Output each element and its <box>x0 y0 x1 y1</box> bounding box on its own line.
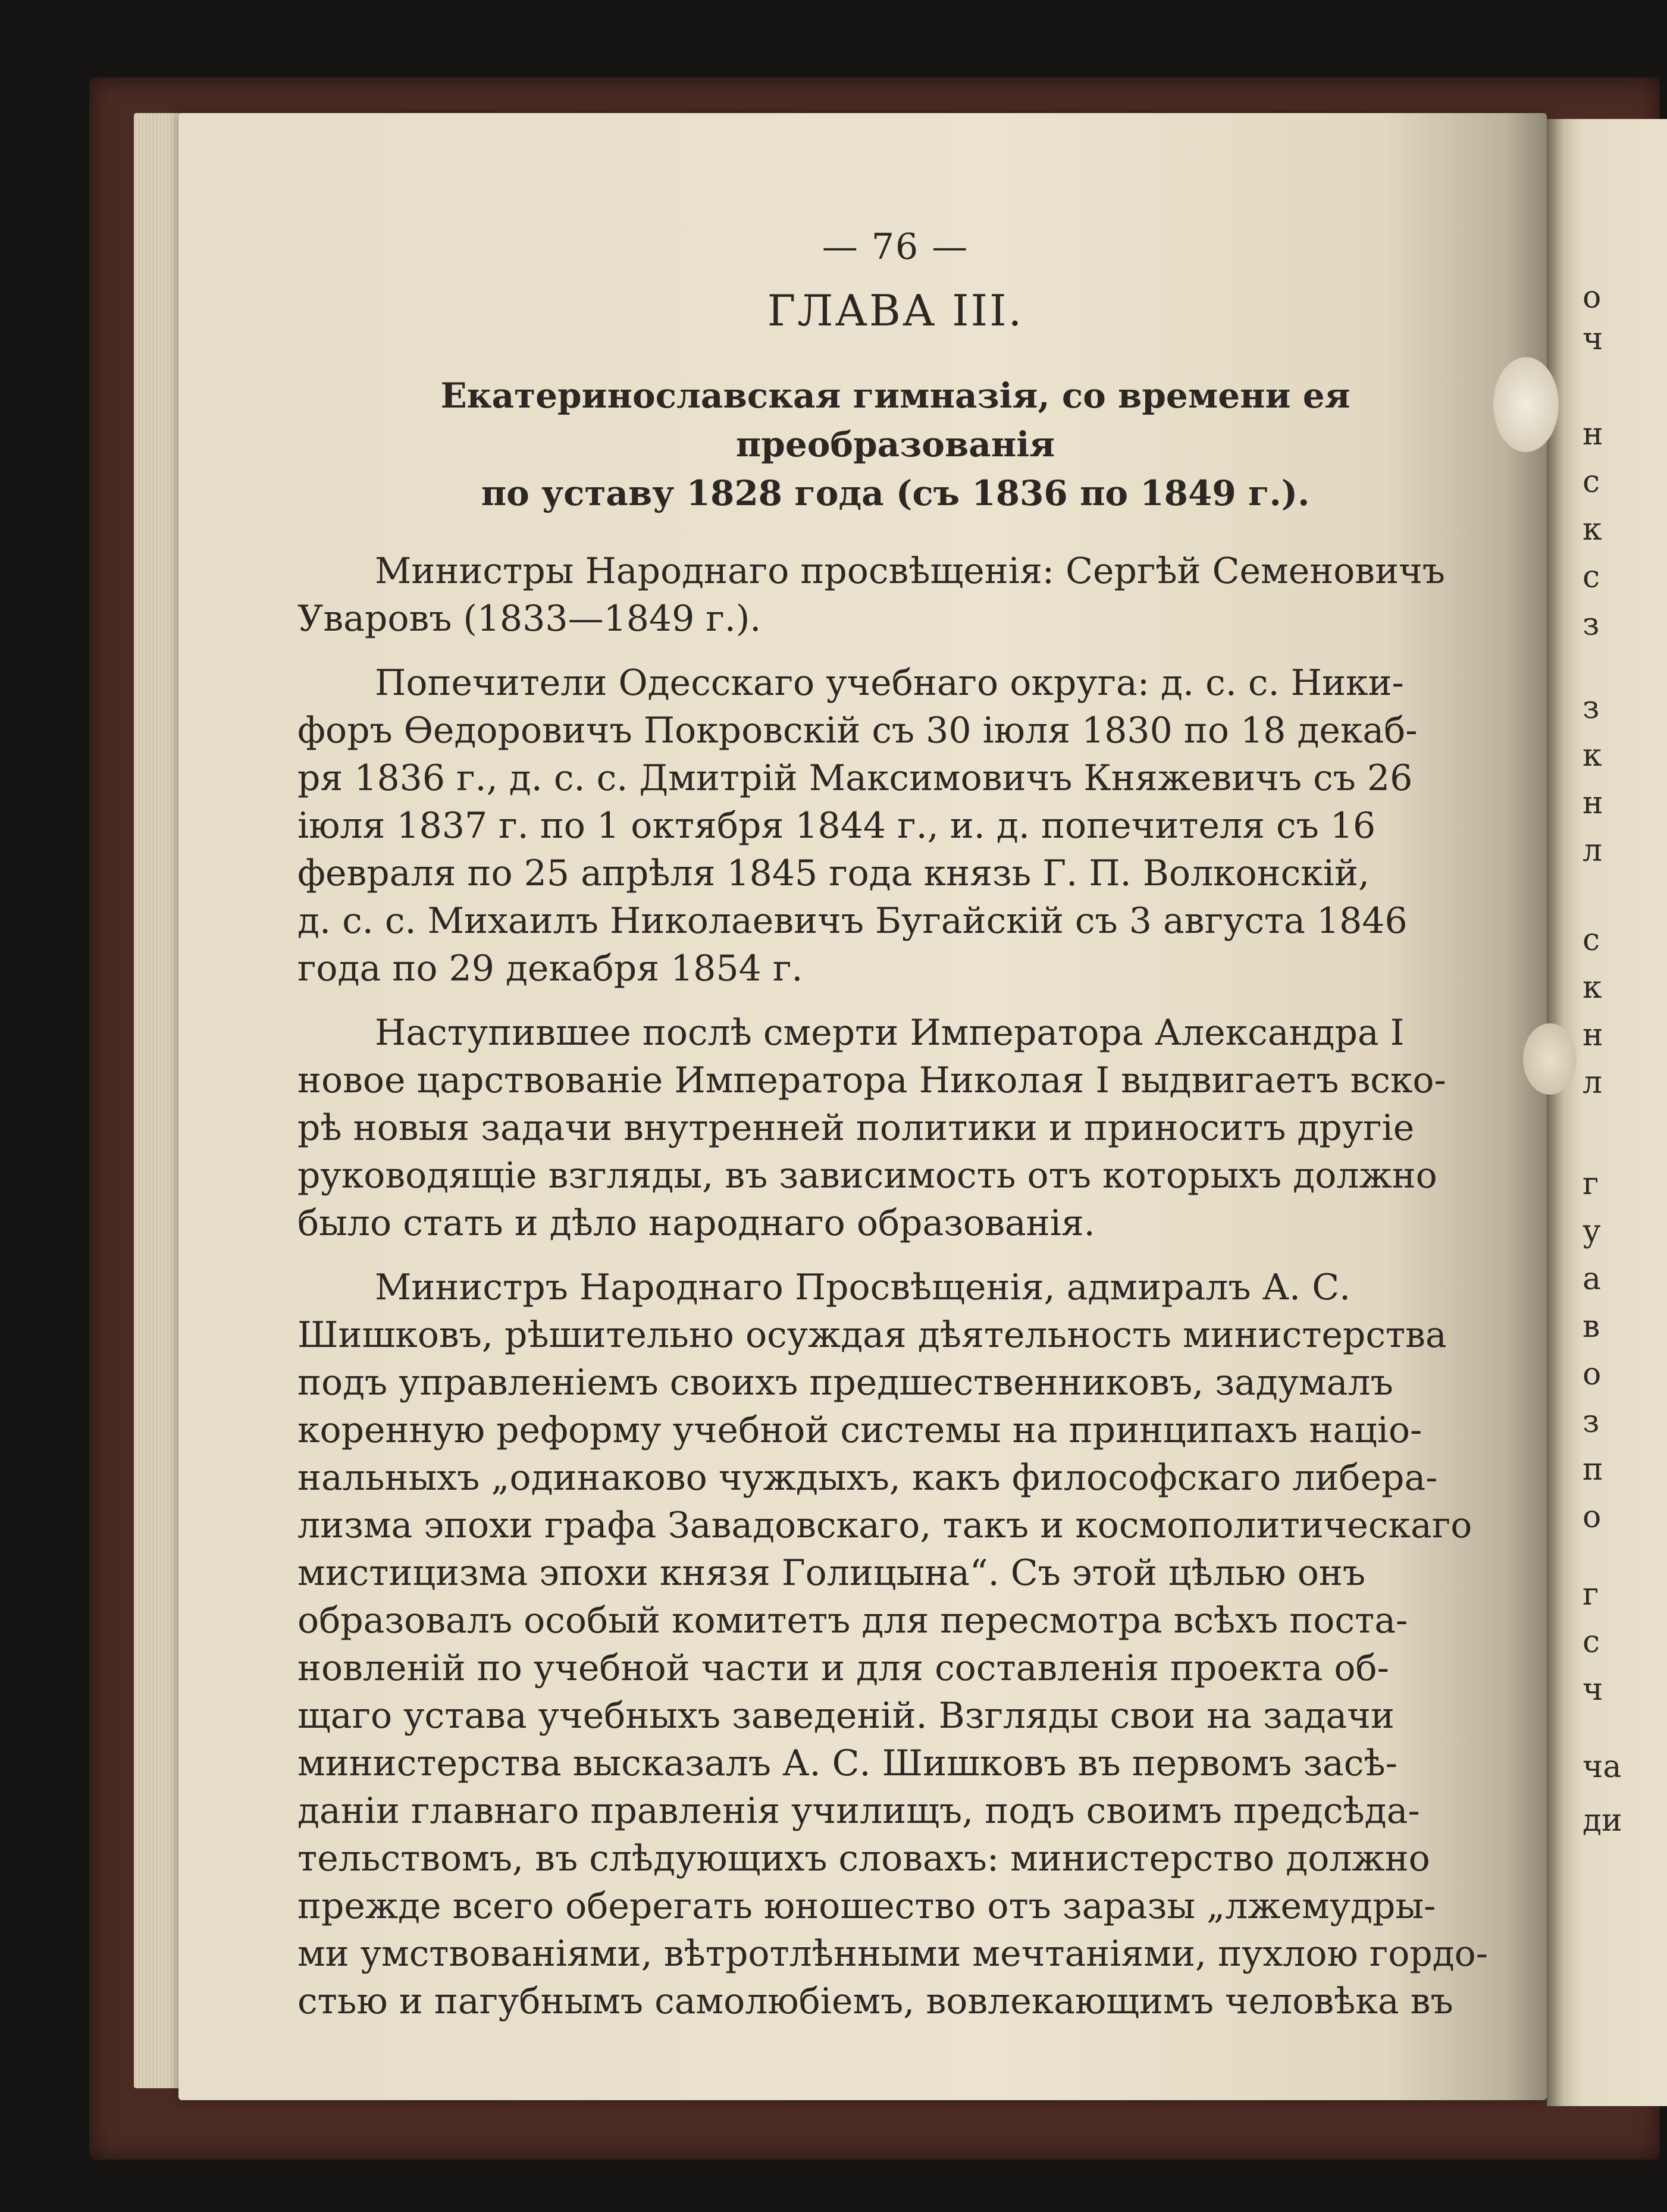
torn-page-edge <box>1523 1023 1577 1095</box>
text-line: Министры Народнаго просвѣщенія: Сергѣй Семеновичъ <box>375 550 1445 592</box>
text-line: тельствомъ, въ слѣдующихъ словахъ: министерство должно <box>297 1838 1430 1879</box>
text-line: д. с. с. Михаилъ Николаевичъ Бугайскій съ 3 августа 1846 <box>297 900 1408 942</box>
right-page-fragment: н <box>1583 416 1603 452</box>
book-page-right <box>1547 119 1667 2106</box>
text-line: образовалъ особый комитетъ для пересмотра всѣхъ поста- <box>297 1600 1408 1641</box>
right-page-fragment: н <box>1583 785 1603 821</box>
right-page-fragment: п <box>1583 1452 1603 1487</box>
text-line: прежде всего оберегать юношество отъ заразы „лжемудры- <box>297 1885 1436 1927</box>
right-page-fragment: ч <box>1583 321 1603 357</box>
paragraph <box>297 1264 1493 2025</box>
right-page-fragment: з <box>1583 607 1600 643</box>
page-text <box>297 226 1493 2042</box>
text-line: рѣ новыя задачи внутренней политики и приноситъ другіе <box>297 1107 1415 1149</box>
right-page-fragment: у <box>1583 1214 1601 1249</box>
text-line: лизма эпохи графа Завадовскаго, такъ и космополитическаго <box>297 1505 1472 1546</box>
torn-page-edge <box>1493 357 1559 452</box>
right-page-fragment: к <box>1583 738 1602 773</box>
text-line: щаго устава учебныхъ заведеній. Взгляды свои на задачи <box>297 1695 1395 1737</box>
text-line: ря 1836 г., д. с. с. Дмитрій Максимовичъ Княжевичъ съ 26 <box>297 757 1413 799</box>
right-page-fragment: з <box>1583 1404 1600 1440</box>
text-line: Попечители Одесскаго учебнаго округа: д. с. с. Ники- <box>375 662 1404 704</box>
section-heading <box>297 371 1493 518</box>
text-line: Наступившее послѣ смерти Императора Александра I <box>375 1012 1405 1054</box>
text-line: Шишковъ, рѣшительно осуждая дѣятельность министерства <box>297 1314 1447 1356</box>
paragraph <box>297 659 1493 992</box>
right-page-fragment: л <box>1583 833 1603 869</box>
right-page-fragment: с <box>1583 464 1600 500</box>
text-line: было стать и дѣло народнаго образованія. <box>297 1202 1095 1244</box>
text-line: коренную реформу учебной системы на принципахъ націо- <box>297 1409 1422 1451</box>
text-line: года по 29 декабря 1854 г. <box>297 948 803 989</box>
right-page-fragment: г <box>1583 1166 1599 1202</box>
text-line: Министръ Народнаго Просвѣщенія, адмиралъ А. С. <box>375 1267 1351 1308</box>
text-line: стью и пагубнымъ самолюбіемъ, вовлекающимъ человѣка въ <box>297 1981 1453 2022</box>
right-page-fragment: г <box>1583 1577 1599 1612</box>
text-line: ми умствованіями, вѣтротлѣнными мечтаніями, пухлою гордо- <box>297 1933 1489 1975</box>
right-page-fragment: з <box>1583 690 1600 726</box>
text-line: февраля по 25 апрѣля 1845 года князь Г. П. Волконскій, <box>297 853 1370 894</box>
body-text <box>297 547 1493 2025</box>
right-page-fragment: ч <box>1583 1672 1603 1707</box>
right-page-fragment: с <box>1583 922 1600 958</box>
text-line: Уваровъ (1833—1849 г.). <box>297 598 762 640</box>
right-page-fragment: в <box>1583 1309 1600 1345</box>
text-line: руководящіе взгляды, въ зависимость отъ которыхъ должно <box>297 1155 1437 1196</box>
right-page-fragment: н <box>1583 1017 1603 1053</box>
right-page-fragment: к <box>1583 512 1602 547</box>
text-line: мистицизма эпохи князя Голицына“. Съ этой цѣлью онъ <box>297 1552 1366 1594</box>
text-line: даніи главнаго правленія училищъ, подъ своимъ предсѣда- <box>297 1790 1420 1832</box>
right-page-fragment: о <box>1583 1356 1602 1392</box>
text-line: министерства высказалъ А. С. Шишковъ въ первомъ засѣ- <box>297 1743 1397 1784</box>
text-line: новое царствованіе Императора Николая I выдвигаетъ вско- <box>297 1060 1446 1101</box>
text-line: іюля 1837 г. по 1 октября 1844 г., и. д. попечителя съ 16 <box>297 805 1376 847</box>
right-page-fragment: к <box>1583 970 1602 1005</box>
right-page-fragment: с <box>1583 1624 1600 1660</box>
text-line: новленій по учебной части и для составленія проекта об- <box>297 1647 1389 1689</box>
right-page-fragment: а <box>1583 1261 1602 1297</box>
heading-line: Екатеринославская гимназія, со времени ея преобразованія <box>440 375 1350 465</box>
right-page-fragment: ча <box>1583 1749 1622 1785</box>
right-page-fragment: о <box>1583 1499 1602 1535</box>
page-number: — 76 — <box>822 226 969 268</box>
text-line: подъ управленіемъ своихъ предшественниковъ, задумалъ <box>297 1362 1393 1403</box>
paragraph <box>297 1009 1493 1247</box>
paragraph <box>297 547 1493 643</box>
right-page-fragment: л <box>1583 1065 1603 1101</box>
heading-line: по уставу 1828 года (съ 1836 по 1849 г.). <box>481 473 1310 513</box>
right-page-fragment: с <box>1583 559 1600 595</box>
right-page-fragment: ди <box>1583 1803 1622 1838</box>
text-line: форъ Ѳедоровичъ Покровскій съ 30 іюля 1830 по 18 декаб- <box>297 710 1418 751</box>
chapter-title: ГЛАВА III. <box>767 286 1024 336</box>
right-page-fragment: о <box>1583 280 1602 315</box>
text-line: нальныхъ „одинаково чуждыхъ, какъ философскаго либера- <box>297 1457 1438 1499</box>
